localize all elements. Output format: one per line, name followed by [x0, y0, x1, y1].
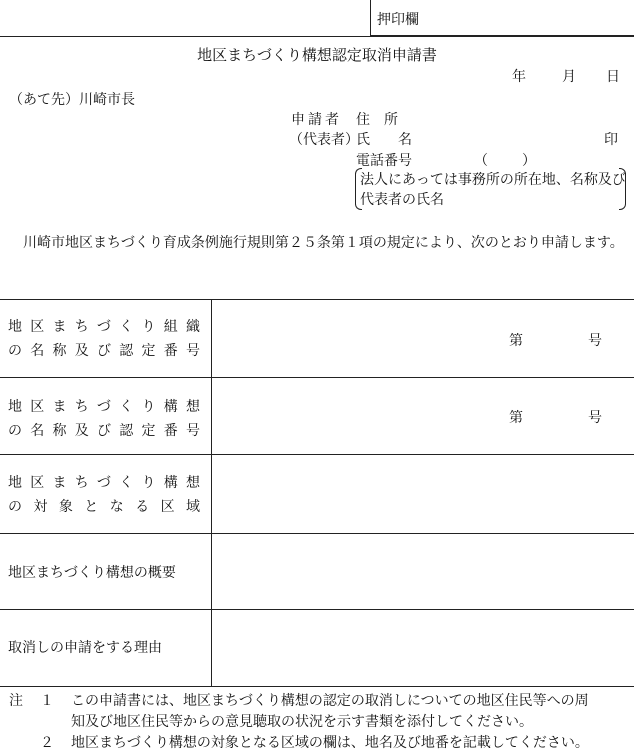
table-row	[8, 561, 200, 585]
table-top-line	[0, 299, 634, 300]
row-label-line: の名称及び認定番号	[8, 343, 200, 359]
date-month-label: 月	[562, 69, 576, 85]
applicant-label: 申請者	[291, 112, 342, 128]
phone-parens: （）	[474, 153, 570, 169]
table-row	[8, 636, 200, 660]
table-row	[8, 395, 200, 443]
row-label-line: 取消しの申請をする理由	[8, 640, 162, 656]
application-statement: 川崎市地区まちづくり育成条例施行規則第２５条第１項の規定により、次のとおり申請します。	[23, 235, 624, 251]
phone-label: 電話番号	[356, 153, 412, 169]
plan-overview-field[interactable]	[220, 539, 625, 603]
table-row-divider	[0, 533, 634, 534]
number-suffix: 号	[588, 410, 602, 426]
table-row	[8, 315, 200, 363]
row-label-line: 地区まちづくり構想	[8, 399, 200, 415]
address-label: 住 所	[356, 112, 398, 128]
corporate-note: 法人にあっては事務所の所在地、名称及び代表者の氏名	[360, 172, 626, 208]
table-row	[8, 471, 200, 519]
note-text: 地区まちづくり構想の対象となる区域の欄は、地名及び地番を記載してください。	[71, 735, 589, 751]
target-area-field[interactable]	[220, 460, 625, 526]
row-label-line: 地区まちづくり構想の概要	[8, 565, 176, 581]
form-title: 地区まちづくり構想認定取消申請書	[197, 46, 437, 64]
plan-name-field[interactable]	[220, 383, 490, 447]
name-label: 氏 名	[356, 132, 412, 148]
table-column-divider	[211, 299, 212, 687]
row-label-line: 地区まちづくり構想	[8, 475, 200, 491]
table-row-divider	[0, 454, 634, 455]
number-prefix: 第	[509, 410, 523, 426]
cancellation-reason-field[interactable]	[220, 615, 625, 681]
number-suffix: 号	[588, 333, 602, 349]
notes-prefix: 注	[9, 693, 23, 709]
seal-box-label: 押印欄	[377, 12, 419, 28]
corporate-note-bracket	[355, 168, 626, 210]
number-prefix: 第	[509, 333, 523, 349]
note-text: 知及び地区住民等からの意見聴取の状況を示す書類を添付してください。	[71, 714, 533, 730]
table-row-divider	[0, 609, 634, 610]
addressee: （あて先）川崎市長	[9, 92, 135, 108]
date-year-label: 年	[512, 69, 526, 85]
date-day-label: 日	[606, 69, 620, 85]
representative-label: （代表者）	[289, 132, 359, 148]
row-label-line: の対象となる区域	[8, 499, 200, 515]
seal-mark: 印	[604, 132, 618, 148]
note-number: １	[40, 693, 54, 709]
note-text: この申請書には、地区まちづくり構想の認定の取消しについての地区住民等への周	[71, 693, 589, 709]
table-row-divider	[0, 377, 634, 378]
organization-name-field[interactable]	[220, 305, 490, 369]
row-label-line: の名称及び認定番号	[8, 423, 200, 439]
note-number: ２	[40, 735, 54, 751]
row-label-line: 地区まちづくり組織	[8, 319, 200, 335]
